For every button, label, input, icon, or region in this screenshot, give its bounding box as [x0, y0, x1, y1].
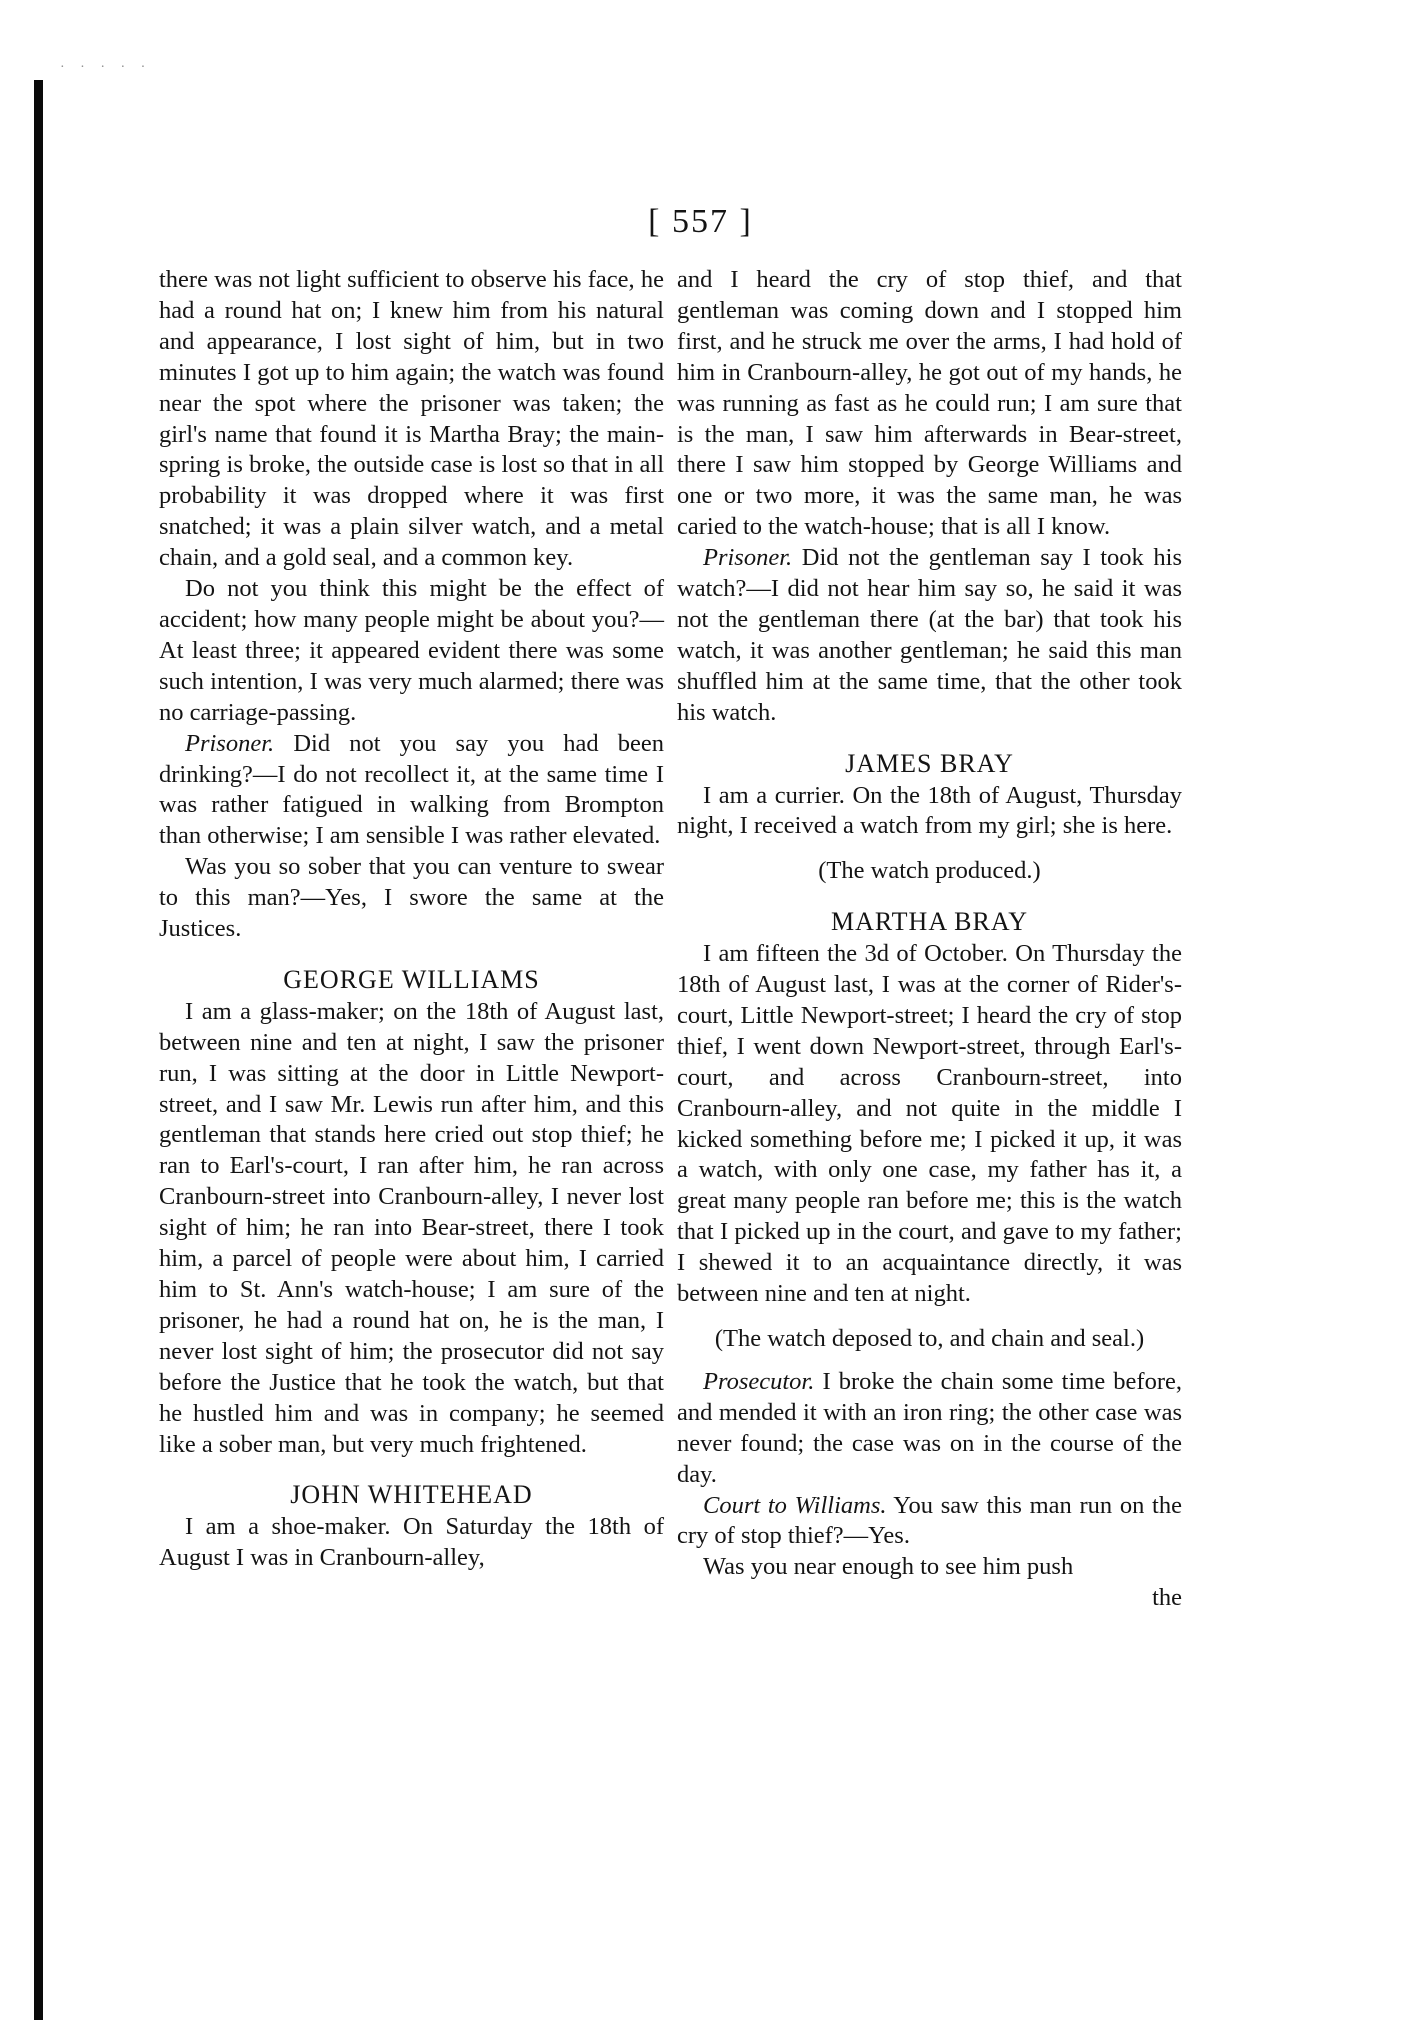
page-spine-shadow: [34, 80, 43, 2020]
scan-specks: · · · · ·: [60, 60, 152, 75]
paragraph: I am a shoe-maker. On Saturday the 18th of August I was in Cranbourn-alley,: [159, 1513, 664, 1572]
witness-heading: [677, 907, 1182, 939]
left-column: [159, 265, 664, 1574]
paragraph-text: Did not you say you had been drinking?—I do not recollect it, at the same time I was rather fatigued in walking from Brompton than otherwise; I am sensible I was rather elevated.: [159, 729, 664, 850]
witness-heading: [677, 749, 1182, 781]
witness-name: JAMES BRAY: [845, 748, 1014, 778]
paragraph: I am fifteen the 3d of October. On Thursday the 18th of August last, I was at the corner of Rider's-court, Little Newport-street; I heard the cry of stop thief, I went down Newport-street, through Earl's-court, and across Cranbourn-street, into Cranbourn-alley, and not quite in the middle I kicked something before me; I picked it up, it was a watch, with only one case, my father has it, a great many people ran before me; this is the watch that I picked up in the court, and gave to my father; I shewed it to an acquaintance directly, it was between nine and ten at night.: [677, 940, 1182, 1308]
paragraph: Was you so sober that you can venture to swear to this man?—Yes, I swore the same at the Justices.: [159, 853, 664, 943]
witness-name: JOHN WHITEHEAD: [290, 1480, 533, 1510]
right-column: [677, 265, 1182, 1614]
witness-name: MARTHA BRAY: [830, 907, 1029, 937]
speaker-label: Prosecutor.: [703, 1367, 815, 1395]
catchword: the: [1152, 1584, 1182, 1612]
paragraph-text: Did not the gentleman say I took his watch?—I did not hear him say so, he said it was not the gentleman there (at the bar) that took his watch, it was another gentleman; he said this man shuffled him at the same time, that the other took his watch.: [677, 544, 1182, 726]
paragraph: and I heard the cry of stop thief, and that gentleman was coming down and I stopped him first, and he struck me over the arms, I had hold of him in Cranbourn-alley, he got out of my hands, he was running as fast as he could run; I am sure that is the man, I saw him afterwards in Bear-street, there I saw him stopped by George Williams and one or two more, it was the same man, he was caried to the watch-house; that is all I know.: [677, 266, 1182, 541]
paragraph: [159, 729, 664, 853]
paragraph: [677, 543, 1182, 728]
speaker-label: Prisoner.: [703, 544, 793, 572]
speaker-label: Prisoner.: [185, 729, 275, 757]
witness-name: GEORGE WILLIAMS: [283, 964, 540, 994]
paragraph-text: You saw this man run on the cry of stop thief?—Yes.: [677, 1491, 1182, 1550]
bracket-note: (The watch deposed to, and chain and seal.): [714, 1325, 1145, 1352]
bracket-note: (The watch produced.): [818, 857, 1041, 885]
paragraph: Do not you think this might be the effect of accident; how many people might be about you?—At least three; it appeared evident there was some such intention, I was very much alarmed; there was no carriage-passing.: [159, 575, 664, 726]
witness-heading: [159, 1480, 664, 1512]
paragraph: I am a glass-maker; on the 18th of August last, between nine and ten at night, I saw the prisoner run, I was sitting at the door in Little Newport-street, and I saw Mr. Lewis run after him, and this gentleman that stands here cried out stop thief; he ran to Earl's-court, I ran after him, he ran across Cranbourn-street into Cranbourn-alley, I never lost sight of him; he ran into Bear-street, there I took him, a parcel of people were about him, I carried him to St. Ann's watch-house; I am sure of the prisoner, he had a round hat on, he is the man, I never lost sight of him; the prosecutor did not say before the Justice that he took the watch, but that he hustled him and was in company; he seemed like a sober man, but very much frightened.: [159, 997, 664, 1458]
witness-heading: [159, 965, 664, 997]
paragraph: Was you near enough to see him push: [703, 1553, 1074, 1581]
paragraph-text: I broke the chain some time before, and mended it with an iron ring; the other case was never found; the case was on in the course of the day.: [677, 1367, 1182, 1488]
speaker-label: Court to Williams.: [703, 1491, 887, 1519]
paragraph: I am a currier. On the 18th of August, Thursday night, I received a watch from my girl; she is here.: [677, 781, 1182, 840]
paragraph: [677, 1367, 1182, 1491]
paragraph: there was not light sufficient to observe his face, he had a round hat on; I knew him from his natural and appearance, I lost sight of him, but in two minutes I got up to him again; the watch was found near the spot where the prisoner was taken; the girl's name that found it is Martha Bray; the main-spring is broke, the outside case is lost so that in all probability it was dropped where it was first snatched; it was a plain silver watch, and a metal chain, and a gold seal, and a common key.: [159, 266, 664, 572]
paragraph: [677, 1491, 1182, 1553]
page-number: [ 557 ]: [648, 203, 753, 240]
